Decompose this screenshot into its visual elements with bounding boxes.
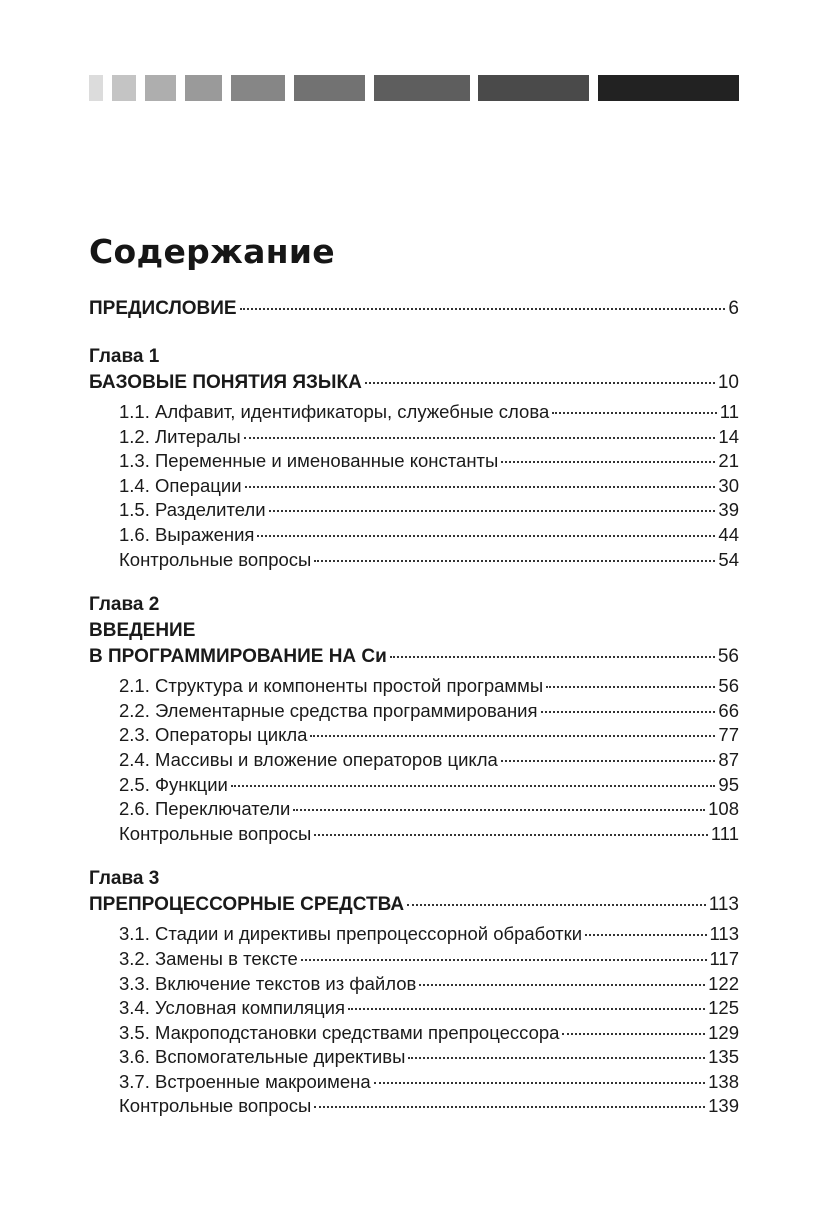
section-list <box>89 400 739 572</box>
dot-leader <box>419 984 705 986</box>
toc-entry-page: 56 <box>718 675 739 697</box>
toc-entry-title: 1.5. Разделители <box>119 499 266 521</box>
section-list <box>89 922 739 1119</box>
toc-entry-section[interactable] <box>89 922 739 947</box>
dot-leader <box>374 1082 706 1084</box>
toc-entry-title: 2.2. Элементарные средства программирования <box>119 699 538 721</box>
toc-entry-title: ПРЕПРОЦЕССОРНЫЕ СРЕДСТВА <box>89 894 405 916</box>
dot-leader <box>269 510 716 512</box>
dot-leader <box>541 711 716 713</box>
header-bar-segment <box>598 75 739 101</box>
toc-entry-title: Контрольные вопросы <box>119 1095 312 1117</box>
toc-entry-section[interactable] <box>89 674 739 699</box>
toc-entry-title: 3.2. Замены в тексте <box>119 947 298 969</box>
toc-entry-page: 39 <box>718 499 739 521</box>
toc-entry-title: 2.6. Переключатели <box>119 798 291 820</box>
toc-entry-title: 3.6. Вспомогательные директивы <box>119 1046 406 1068</box>
toc-entry-title: 1.6. Выражения <box>119 523 255 545</box>
toc-entry-section[interactable] <box>89 797 739 822</box>
toc-entry-page: 138 <box>708 1070 739 1092</box>
toc-entry-section[interactable] <box>89 947 739 972</box>
dot-leader <box>501 461 715 463</box>
toc-entry-title: 2.5. Функции <box>119 773 228 795</box>
toc-entry-title: 3.7. Встроенные макроимена <box>119 1070 371 1092</box>
chapter-label: Глава 1 <box>89 346 160 367</box>
toc-entry-title: 2.1. Структура и компоненты простой программы <box>119 675 544 697</box>
toc-entry-section[interactable] <box>89 699 739 724</box>
toc-entry-title: Контрольные вопросы <box>119 548 312 570</box>
toc-entry-page: 125 <box>708 997 739 1019</box>
dot-leader <box>244 437 716 439</box>
header-bar-segment <box>231 75 285 101</box>
toc-entry-title: 2.3. Операторы цикла <box>119 724 308 746</box>
toc-entry-section[interactable] <box>89 996 739 1021</box>
toc-entry-section[interactable] <box>89 1021 739 1046</box>
header-gradient-bar <box>89 75 739 101</box>
toc-entry-section[interactable] <box>89 972 739 997</box>
toc-entry-title: 3.1. Стадии и директивы препроцессорной обработки <box>119 923 583 945</box>
page-title: Содержание <box>89 232 335 271</box>
header-bar-segment <box>374 75 470 101</box>
toc-entry-page: 95 <box>718 773 739 795</box>
toc-entry-section[interactable] <box>89 748 739 773</box>
toc-entry-page: 66 <box>718 699 739 721</box>
toc-entry-title: 3.5. Макроподстановки средствами препроцессора <box>119 1021 560 1043</box>
toc-entry-title: ПРЕДИСЛОВИЕ <box>89 298 237 319</box>
toc-entry-section[interactable] <box>89 449 739 474</box>
toc-entry-section[interactable] <box>89 523 739 548</box>
toc-entry-title: 1.4. Операции <box>119 474 242 496</box>
toc-entry-page: 117 <box>709 947 739 969</box>
dot-leader <box>301 959 707 961</box>
dot-leader <box>293 809 705 811</box>
toc-entry-page: 11 <box>719 401 739 422</box>
toc-entry-title: БАЗОВЫЕ ПОНЯТИЯ ЯЗЫКА <box>89 372 362 393</box>
header-bar-segment <box>185 75 222 101</box>
toc-entry-title: Контрольные вопросы <box>119 822 312 844</box>
toc-entry-page: 77 <box>718 724 739 746</box>
dot-leader <box>585 934 706 936</box>
dot-leader <box>407 904 706 906</box>
header-bar-segment <box>145 75 176 101</box>
dot-leader <box>408 1057 705 1059</box>
toc-entry-title: 3.4. Условная компиляция <box>119 997 345 1019</box>
toc-entry-page: 10 <box>717 372 739 393</box>
dot-leader <box>365 382 715 384</box>
toc-entry-title: 2.4. Массивы и вложение операторов цикла <box>119 748 498 770</box>
toc-entry-section[interactable] <box>89 425 739 450</box>
dot-leader <box>245 486 716 488</box>
toc-entry-title: 1.3. Переменные и именованные константы <box>119 450 499 472</box>
toc-entry-chapter[interactable] <box>89 644 739 670</box>
toc-entry-page: 139 <box>708 1095 739 1117</box>
toc-entry-page: 56 <box>717 646 739 668</box>
toc-entry-page: 21 <box>718 450 739 472</box>
dot-leader <box>314 834 708 836</box>
dot-leader <box>314 560 715 562</box>
toc-entry-page: 87 <box>718 748 739 770</box>
toc-entry-title: В ПРОГРАММИРОВАНИЕ НА Си <box>89 646 387 668</box>
toc-entry-section[interactable] <box>89 773 739 798</box>
table-of-contents <box>89 296 739 1119</box>
section-list <box>89 674 739 846</box>
chapter-label: Глава 2 <box>89 594 160 616</box>
toc-entry-preface[interactable] <box>89 296 739 322</box>
toc-entry-chapter[interactable] <box>89 892 739 918</box>
chapter-title-line: ВВЕДЕНИЕ <box>89 620 196 642</box>
dot-leader <box>310 735 715 737</box>
dot-leader <box>546 686 715 688</box>
toc-entry-page: 113 <box>709 923 739 945</box>
toc-entry-page: 14 <box>718 425 739 447</box>
toc-entry-section[interactable] <box>89 1045 739 1070</box>
dot-leader <box>501 760 716 762</box>
dot-leader <box>390 656 715 658</box>
dot-leader <box>240 308 726 310</box>
toc-entry-page: 54 <box>718 548 739 570</box>
header-bar-segment <box>89 75 103 101</box>
toc-entry-page: 135 <box>708 1046 739 1068</box>
dot-leader <box>314 1106 705 1108</box>
chapter-label: Глава 3 <box>89 868 160 890</box>
dot-leader <box>562 1033 705 1035</box>
toc-entry-title: 1.2. Литералы <box>119 425 241 447</box>
toc-entry-section[interactable] <box>89 822 739 847</box>
dot-leader <box>348 1008 705 1010</box>
toc-entry-chapter[interactable] <box>89 370 739 396</box>
dot-leader <box>552 412 717 414</box>
toc-entry-page: 44 <box>718 523 739 545</box>
toc-entry-page: 6 <box>728 298 739 319</box>
toc-entry-page: 113 <box>708 894 739 916</box>
header-bar-segment <box>294 75 365 101</box>
toc-entry-title: 1.1. Алфавит, идентификаторы, служебные слова <box>119 401 550 422</box>
dot-leader <box>231 785 716 787</box>
toc-entry-section[interactable] <box>89 548 739 573</box>
toc-entry-title: 3.3. Включение текстов из файлов <box>119 972 417 994</box>
toc-entry-section[interactable] <box>89 498 739 523</box>
toc-entry-page: 122 <box>708 972 739 994</box>
toc-entry-section[interactable] <box>89 400 739 425</box>
header-bar-segment <box>478 75 589 101</box>
toc-entry-page: 111 <box>710 822 739 844</box>
toc-entry-section[interactable] <box>89 1094 739 1119</box>
toc-entry-section[interactable] <box>89 1070 739 1095</box>
toc-entry-section[interactable] <box>89 723 739 748</box>
dot-leader <box>257 535 715 537</box>
toc-entry-page: 30 <box>718 474 739 496</box>
toc-entry-section[interactable] <box>89 474 739 499</box>
toc-entry-page: 129 <box>708 1021 739 1043</box>
toc-entry-page: 108 <box>708 798 739 820</box>
header-bar-segment <box>112 75 136 101</box>
